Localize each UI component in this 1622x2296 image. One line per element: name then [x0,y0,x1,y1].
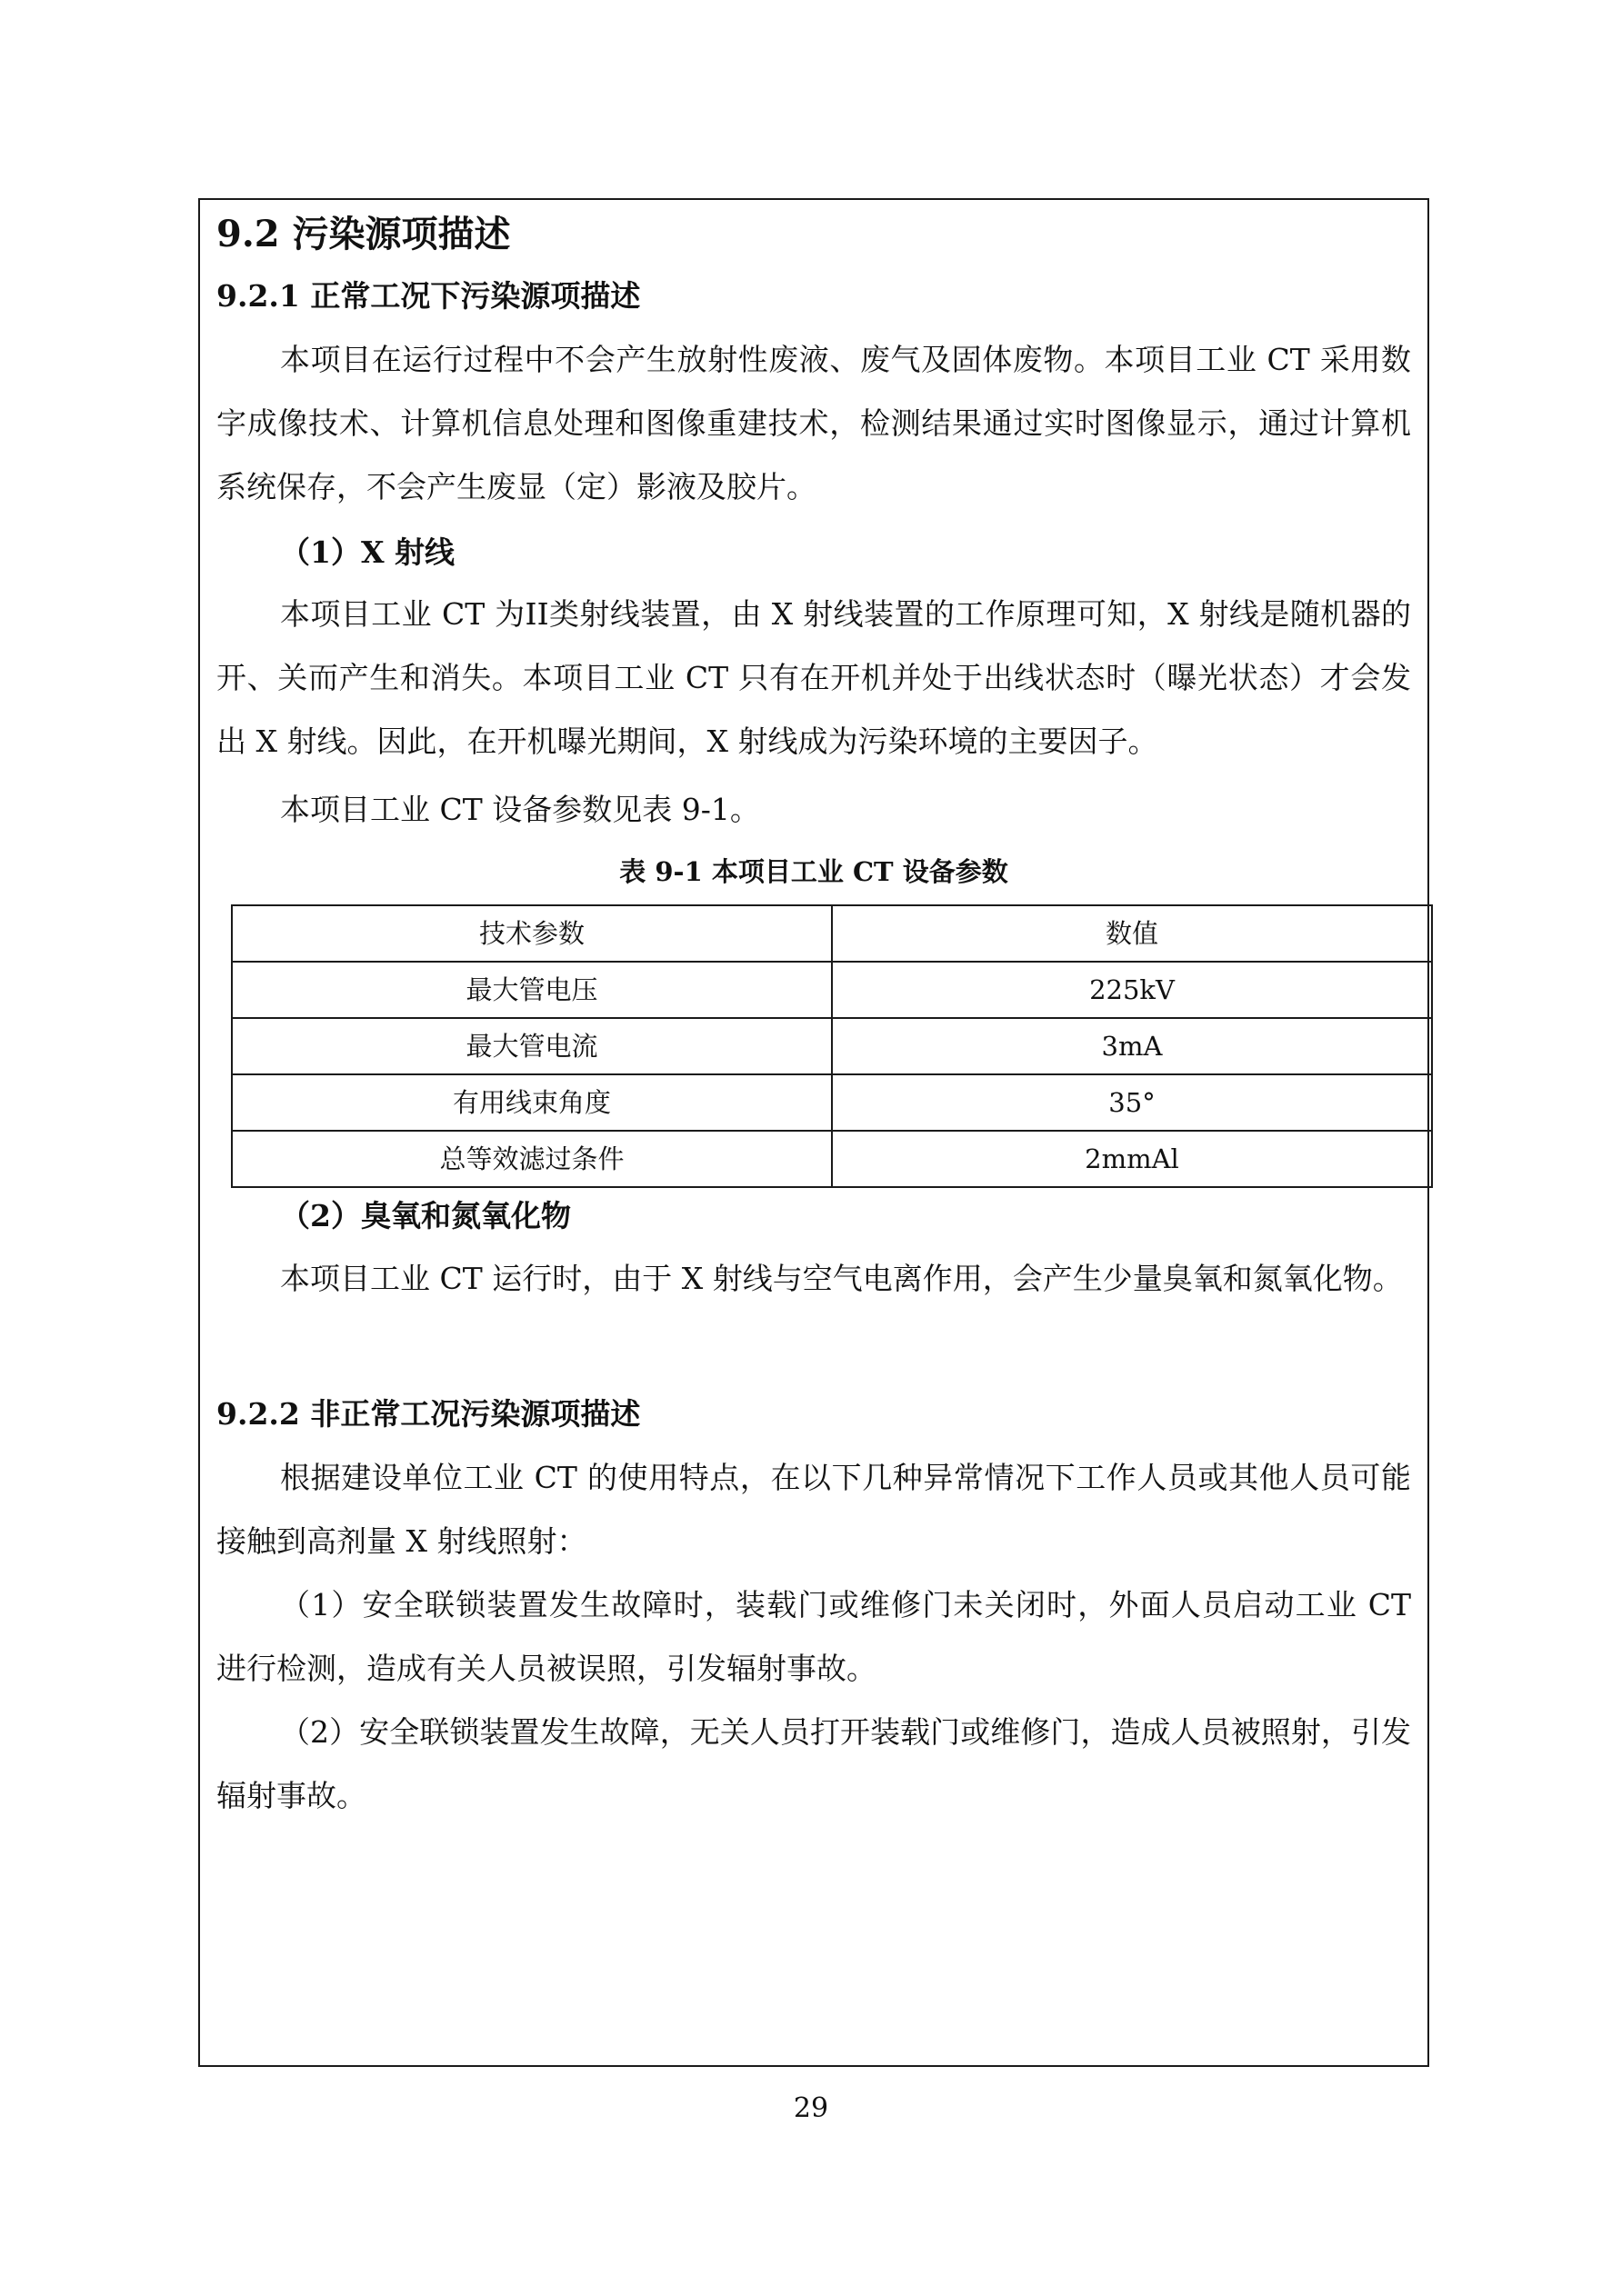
table-row [232,1018,1432,1074]
table-header-parameter: 技术参数 [232,905,832,962]
page-number: 29 [793,2092,829,2124]
table-cell-value: 2mmAl [832,1131,1432,1187]
ozone-paragraph: 本项目工业 CT 运行时，由于 X 射线与空气电离作用，会产生少量臭氧和氮氧化物。 [280,1261,1403,1296]
table-reference-paragraph: 本项目工业 CT 设备参数见表 9-1。 [280,792,760,827]
abnormal-case-2: （2）安全联锁装置发生故障，无关人员打开装载门或维修门，造成人员被照射，引发辐射事故。 [216,1714,1411,1813]
table-cell-value: 225kV [832,962,1432,1018]
table-header-value: 数值 [832,905,1432,962]
xray-paragraph: 本项目工业 CT 为II类射线装置，由 X 射线装置的工作原理可知，X 射线是随机器的开、关而产生和消失。本项目工业 CT 只有在开机并处于出线状态时（曝光状态）才会发出 X 射线。因此，在开机曝光期间，X 射线成为污染环境的主要因子。 [216,596,1411,759]
table-cell-value: 3mA [832,1018,1432,1074]
content-frame [198,198,1429,2067]
table-cell-parameter: 最大管电压 [232,962,832,1018]
equipment-parameters-table [231,904,1433,1188]
table-header-row [232,905,1432,962]
table-cell-parameter: 有用线束角度 [232,1074,832,1131]
table-row [232,1131,1432,1187]
table-cell-parameter: 总等效滤过条件 [232,1131,832,1187]
table-cell-value: 35° [832,1074,1432,1131]
abnormal-case-1: （1）安全联锁装置发生故障时，装载门或维修门未关闭时，外面人员启动工业 CT 进行检测，造成有关人员被误照，引发辐射事故。 [216,1587,1411,1686]
abnormal-condition-heading: 9.2.2 非正常工况污染源项描述 [216,1396,641,1432]
abnormal-intro-paragraph: 根据建设单位工业 CT 的使用特点，在以下几种异常情况下工作人员或其他人员可能接触到高剂量 X 射线照射： [216,1460,1411,1559]
section-title: 9.2 污染源项描述 [216,213,511,255]
table-caption: 表 9-1 本项目工业 CT 设备参数 [619,856,1008,887]
table-row [232,1074,1432,1131]
content-area [216,200,1411,2065]
table-row [232,962,1432,1018]
ozone-heading: （2）臭氧和氮氧化物 [280,1198,571,1233]
normal-condition-heading: 9.2.1 正常工况下污染源项描述 [216,278,641,314]
normal-intro-paragraph: 本项目在运行过程中不会产生放射性废液、废气及固体废物。本项目工业 CT 采用数字成像技术、计算机信息处理和图像重建技术，检测结果通过实时图像显示，通过计算机系统保存，不会产生废显（定）影液及胶片。 [216,342,1411,504]
xray-heading: （1）X 射线 [280,534,456,570]
table-cell-parameter: 最大管电流 [232,1018,832,1074]
